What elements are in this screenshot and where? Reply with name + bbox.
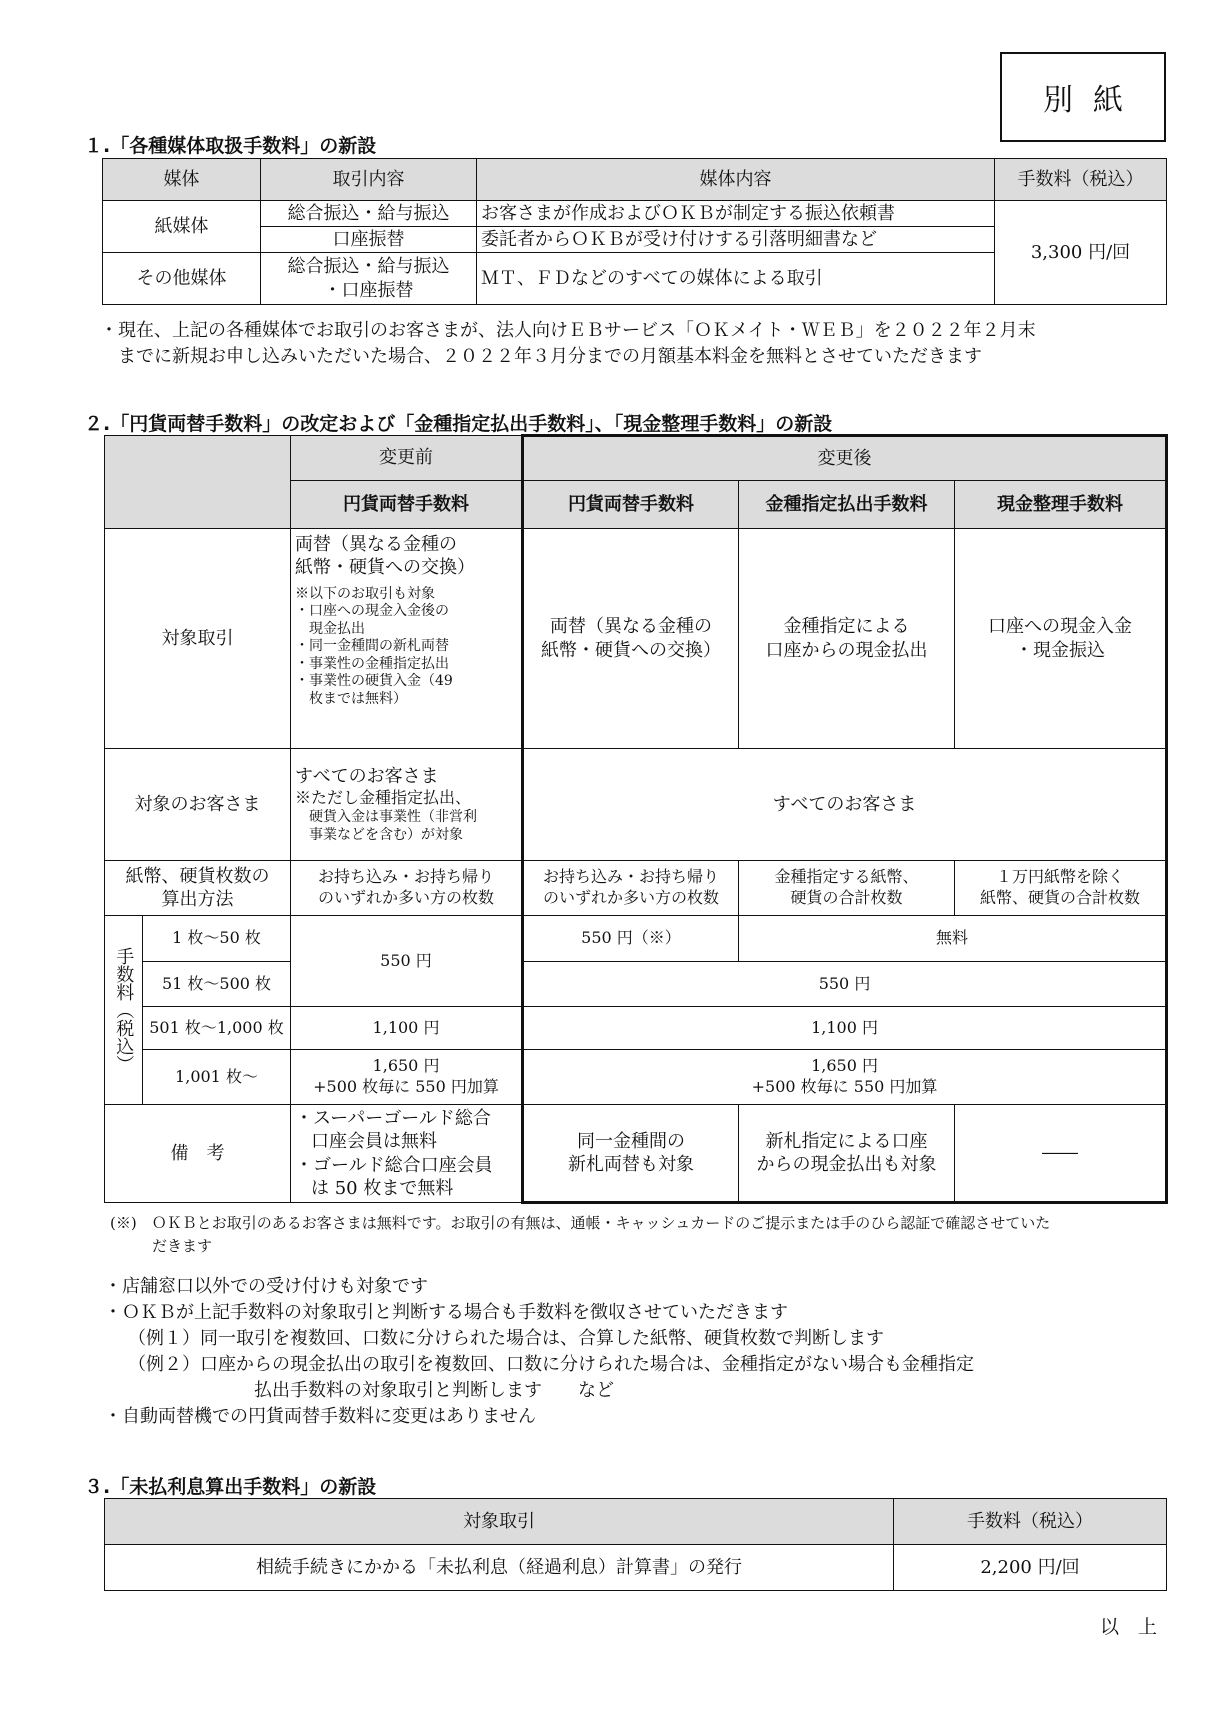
fee-after-tier-4: 1,650 円 +500 枚毎に 550 円加算 xyxy=(523,1050,1167,1105)
transfer-desc: お客さまが作成およびＯＫＢが制定する振込依頼書 xyxy=(477,201,995,227)
col-denomination: 金種指定払出手数料 xyxy=(739,481,955,529)
all-media-desc: ＭＴ、ＦＤなどのすべての媒体による取引 xyxy=(477,253,995,305)
section-2-notes xyxy=(104,1274,1184,1431)
note-example-2-cont: 払出手数料の対象取引と判断します など xyxy=(254,1380,614,1402)
tier-2: 51 枚～500 枚 xyxy=(143,962,291,1007)
col-before-exchange: 円貨両替手数料 xyxy=(291,481,523,529)
attachment-stamp: 別紙 xyxy=(1000,52,1166,142)
tier-1: 1 枚～50 枚 xyxy=(143,916,291,962)
tier-4: 1,001 枚～ xyxy=(143,1050,291,1105)
count-after-denomination: 金種指定する紙幣、 硬貨の合計枚数 xyxy=(739,861,955,916)
section-1-heading: １.「各種媒体取扱手数料」の新設 xyxy=(84,135,377,157)
header-transaction: 取引内容 xyxy=(261,159,477,201)
count-before: お持ち込み・お持ち帰り のいずれか多い方の枚数 xyxy=(291,861,523,916)
interest-transaction: 相続手続きにかかる「未払利息（経過利息）計算書」の発行 xyxy=(105,1545,894,1591)
row-customer-label: 対象のお客さま xyxy=(105,749,291,861)
customer-before: すべてのお客さま ※ただし金種指定払出、 硬貨入金は事業性（非営利 事業などを含む）が対象 xyxy=(291,749,523,861)
fee-before-tier-3: 1,100 円 xyxy=(291,1007,523,1050)
footnote: (※) ＯＫＢとお取引のあるお客さまは無料です。お取引の有無は、通帳・キャッシュカードのご提示または手のひら認証で確認させていた だきます xyxy=(110,1214,1051,1255)
target-after-exchange: 両替（異なる金種の 紙幣・硬貨への交換） xyxy=(523,529,739,749)
cash-fee-table xyxy=(104,434,1168,1204)
fee-after-free-tier-1: 無料 xyxy=(739,916,1167,962)
note-counter: ・店舗窓口以外での受け付けも対象です xyxy=(104,1276,428,1297)
section-3-heading: ３.「未払利息算出手数料」の新設 xyxy=(84,1476,377,1498)
section-1-note: ・現在、上記の各種媒体でお取引のお客さまが、法人向けＥＢサービス「ＯＫメイト・ＷＥＢ」を２０２２年２月末 までに新規お申し込みいただいた場合、２０２２年３月分までの月額基本料金を無料とさせていただきます xyxy=(100,320,1036,368)
interest-fee-table xyxy=(104,1498,1167,1591)
col-cash-handling: 現金整理手数料 xyxy=(955,481,1167,529)
row-remarks-label: 備 考 xyxy=(105,1105,291,1203)
media-fee-table xyxy=(102,158,1167,305)
note-auto-exchanger: ・自動両替機での円貨両替手数料に変更はありません xyxy=(104,1406,536,1428)
header-fee: 手数料（税込） xyxy=(995,159,1167,201)
target-before: 両替（異なる金種の 紙幣・硬貨への交換） ※以下のお取引も対象 ・口座への現金入金後の 現金払出 ・同一金種間の新札両替 ・事業性の金種指定払出 ・事業性の硬貨入金（49 枚までは無料） xyxy=(291,529,523,749)
header-target-transaction: 対象取引 xyxy=(105,1499,894,1545)
before-header: 変更前 xyxy=(291,436,523,481)
col-after-exchange: 円貨両替手数料 xyxy=(523,481,739,529)
end-mark: 以 上 xyxy=(1100,1616,1158,1638)
header-media: 媒体 xyxy=(103,159,261,201)
section-2-heading: ２.「円貨両替手数料」の改定および「金種指定払出手数料」、「現金整理手数料」の新設 xyxy=(84,413,833,435)
fee-before-tier-1-2: 550 円 xyxy=(291,916,523,1007)
count-after-cash: １万円紙幣を除く 紙幣、硬貨の合計枚数 xyxy=(955,861,1167,916)
after-header: 変更後 xyxy=(523,436,1167,481)
transaction-all: 総合振込・給与振込 ・口座振替 xyxy=(261,253,477,305)
header-media-content: 媒体内容 xyxy=(477,159,995,201)
remarks-before: ・スーパーゴールド総合 口座会員は無料 ・ゴールド総合口座会員 は 50 枚まで無料 xyxy=(291,1105,523,1203)
interest-fee-value: 2,200 円/回 xyxy=(894,1545,1167,1591)
transaction-debit: 口座振替 xyxy=(261,227,477,253)
note-example-2: （例２）口座からの現金払出の取引を複数回、口数に分けられた場合は、金種指定がない場合も金種指定 xyxy=(128,1354,974,1376)
other-media-label: その他媒体 xyxy=(103,253,261,305)
fee-before-tier-4: 1,650 円 +500 枚毎に 550 円加算 xyxy=(291,1050,523,1105)
media-fee-value: 3,300 円/回 xyxy=(995,201,1167,305)
corner-cell xyxy=(105,436,291,529)
fee-after-exchange-tier-1: 550 円（※） xyxy=(523,916,739,962)
row-count-label: 紙幣、硬貨枚数の 算出方法 xyxy=(105,861,291,916)
count-after-exchange: お持ち込み・お持ち帰り のいずれか多い方の枚数 xyxy=(523,861,739,916)
header-interest-fee: 手数料（税込） xyxy=(894,1499,1167,1545)
note-okb-judgement: ・ＯＫＢが上記手数料の対象取引と判断する場合も手数料を徴収させていただきます xyxy=(104,1302,788,1324)
tier-3: 501 枚～1,000 枚 xyxy=(143,1007,291,1050)
transaction-transfer: 総合振込・給与振込 xyxy=(261,201,477,227)
remarks-after-cash: ―― xyxy=(955,1105,1167,1203)
fee-vertical-label: 手数料（税込） xyxy=(105,916,143,1105)
fee-after-tier-3: 1,100 円 xyxy=(523,1007,1167,1050)
fee-after-tier-2: 550 円 xyxy=(523,962,1167,1007)
target-after-denomination: 金種指定による 口座からの現金払出 xyxy=(739,529,955,749)
target-after-cash: 口座への現金入金 ・現金振込 xyxy=(955,529,1167,749)
note-example-1: （例１）同一取引を複数回、口数に分けられた場合は、合算した紙幣、硬貨枚数で判断します xyxy=(128,1328,884,1350)
debit-desc: 委託者からＯＫＢが受け付けする引落明細書など xyxy=(477,227,995,253)
customer-after: すべてのお客さま xyxy=(523,749,1167,861)
remarks-after-denomination: 新札指定による口座 からの現金払出も対象 xyxy=(739,1105,955,1203)
remarks-after-exchange: 同一金種間の 新札両替も対象 xyxy=(523,1105,739,1203)
paper-media-label: 紙媒体 xyxy=(103,201,261,253)
row-target-label: 対象取引 xyxy=(105,529,291,749)
